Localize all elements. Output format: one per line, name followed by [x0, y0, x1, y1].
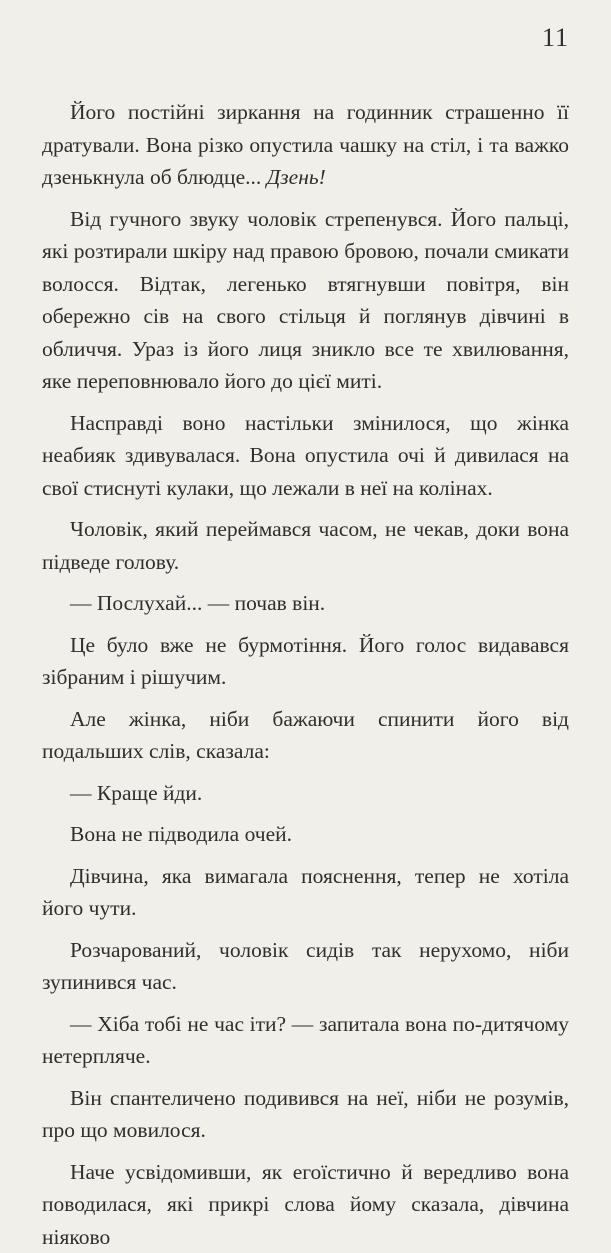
paragraph-12: — Хіба тобі не час іти? — запитала вона по-дитячому нетерпляче.: [42, 1008, 569, 1073]
paragraph-7: Але жінка, ніби бажаючи спинити його від подальших слів, сказала:: [42, 703, 569, 768]
paragraph-1: [42, 96, 569, 194]
paragraph-2: Від гучного звуку чоловік стрепенувся. Його пальці, які розтирали шкіру над правою бровою, почали смикати волосся. Відтак, легенько втягнувши повітря, він обережно сів на свого стільця й поглянув дівчині в обличчя. Ураз із його лиця зникло все те хвилювання, яке переповнювало його до цієї миті.: [42, 203, 569, 398]
paragraph-14: Наче усвідомивши, як егоїстично й вередливо вона поводилася, які прикрі слова йому сказала, дівчина ніяково: [42, 1156, 569, 1253]
paragraph-6: Це було вже не бурмотіння. Його голос видавався зібраним і рішучим.: [42, 629, 569, 694]
paragraph-1-text: Його постійні зиркання на годинник страшенно її дратували. Вона різко опустила чашку на стіл, і та важко дзенькнула об блюдце...: [42, 100, 569, 189]
paragraph-1-emphasis: Дзень!: [267, 165, 326, 189]
paragraph-9: Вона не підводила очей.: [42, 818, 569, 851]
paragraph-5: — Послухай... — почав він.: [42, 587, 569, 620]
paragraph-3: Насправді воно настільки змінилося, що жінка неабияк здивувалася. Вона опустила очі й дивилася на свої стиснуті кулаки, що лежали в неї на колінах.: [42, 407, 569, 505]
paragraph-11: Розчарований, чоловік сидів так нерухомо, ніби зупинився час.: [42, 934, 569, 999]
paragraph-13: Він спантеличено подивився на неї, ніби не розумів, про що мовилося.: [42, 1082, 569, 1147]
paragraph-10: Дівчина, яка вимагала пояснення, тепер не хотіла його чути.: [42, 860, 569, 925]
paragraph-8: — Краще йди.: [42, 777, 569, 810]
paragraph-4: Чоловік, який переймався часом, не чекав, доки вона підведе голову.: [42, 513, 569, 578]
page-number: 11: [542, 22, 569, 55]
